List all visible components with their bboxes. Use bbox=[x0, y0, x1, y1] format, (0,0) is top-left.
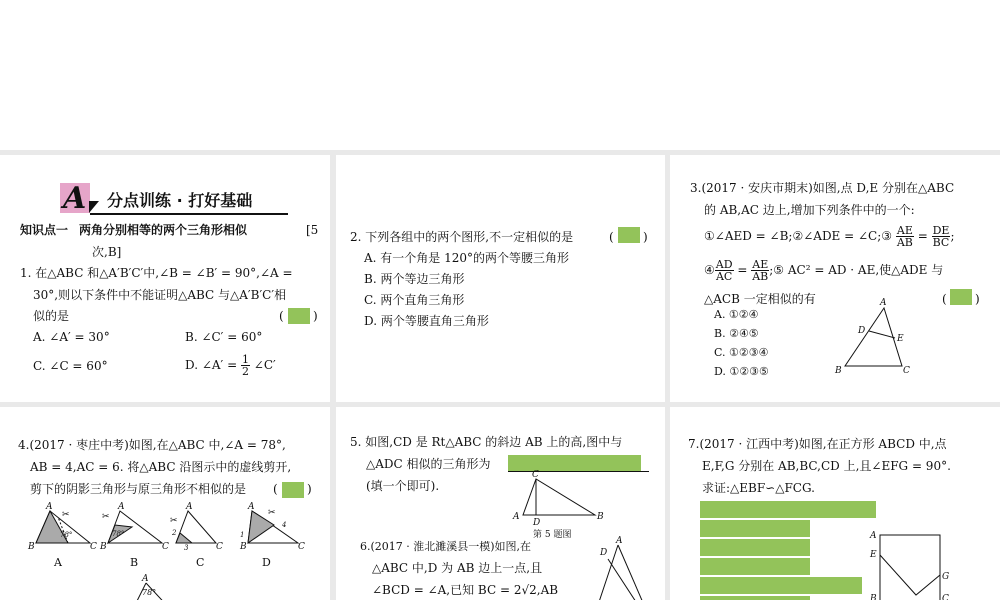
knowledge-point-label: 知识点一 bbox=[20, 223, 69, 237]
original-triangle-figure bbox=[122, 571, 182, 600]
fraction-numerator: AE bbox=[896, 224, 913, 237]
vertex-label: A bbox=[880, 298, 887, 308]
vertex-label: C bbox=[162, 542, 169, 552]
fraction-denominator: 2 bbox=[241, 365, 249, 378]
section-badge-letter: A bbox=[63, 181, 87, 216]
vertex-label: D bbox=[858, 326, 866, 336]
scissors-icon: ✂ bbox=[62, 510, 70, 520]
option-d-prefix: D. ∠A′ = bbox=[185, 358, 238, 372]
fraction-ae-ab bbox=[896, 225, 914, 248]
panel-question-4 bbox=[0, 407, 330, 600]
vertex-label: A bbox=[186, 502, 193, 512]
answer-area-line-2[interactable] bbox=[700, 520, 810, 537]
vertex-label: B bbox=[835, 366, 842, 376]
vertex-label: A bbox=[142, 574, 149, 584]
option-d-suffix: ∠C′ bbox=[253, 358, 276, 372]
equals-sign: = bbox=[917, 229, 928, 243]
vertex-label: A bbox=[248, 502, 255, 512]
question-3-option-b: B. ②④⑤ bbox=[714, 327, 759, 340]
question-3-line-1: 3.(2017 · 安庆市期末)如图,点 D,E 分别在△ABC bbox=[690, 181, 955, 195]
equals-sign: = bbox=[737, 263, 748, 277]
vertex-label: B bbox=[870, 594, 877, 600]
vertex-label: B bbox=[28, 542, 35, 552]
answer-area-line-4[interactable] bbox=[700, 558, 810, 575]
vertex-label: A bbox=[118, 502, 125, 512]
answer-paren-close: ) bbox=[975, 292, 980, 306]
vertex-label: C bbox=[942, 594, 949, 600]
right-triangle-figure-q5 bbox=[511, 469, 611, 529]
vertex-label: E bbox=[897, 334, 904, 344]
question-5-line-1: 5. 如图,CD 是 Rt△ABC 的斜边 AB 上的高,图中与 bbox=[350, 435, 623, 449]
answer-area-line-1[interactable] bbox=[700, 501, 876, 518]
fraction-denominator: AB bbox=[896, 236, 913, 249]
vertex-label: D bbox=[533, 518, 541, 528]
knowledge-point-title: 两角分别相等的两个三角形相似 bbox=[79, 223, 248, 237]
vertex-label: A bbox=[870, 531, 877, 541]
option-d-fraction bbox=[241, 354, 250, 377]
vertex-label: B bbox=[597, 512, 604, 522]
question-5-line-3: (填一个即可). bbox=[366, 479, 440, 493]
answer-area-line-6[interactable] bbox=[700, 596, 810, 600]
question-2-option-b: B. 两个等边三角形 bbox=[364, 272, 465, 286]
triangle-figure-q6 bbox=[594, 535, 654, 600]
question-1-option-d bbox=[185, 353, 276, 377]
question-6-line-3: ∠BCD = ∠A,已知 BC = 2√2,AB bbox=[372, 583, 559, 597]
answer-area-line-5[interactable] bbox=[700, 577, 862, 594]
fraction-denominator: AC bbox=[715, 270, 733, 283]
section-underline bbox=[90, 213, 288, 215]
question-4-line-3: 剪下的阴影三角形与原三角形不相似的是 bbox=[30, 482, 247, 496]
answer-paren-close: ) bbox=[313, 309, 318, 323]
vertex-label: D bbox=[600, 548, 608, 558]
section-header bbox=[60, 183, 288, 215]
scissors-icon: ✂ bbox=[170, 516, 178, 526]
question-3-option-c: C. ①②③④ bbox=[714, 346, 769, 359]
vertex-label: C bbox=[903, 366, 910, 376]
question-4-line-2: AB = 4,AC = 6. 将△ABC 沿图示中的虚线剪开, bbox=[30, 460, 292, 474]
question-3-line-5: △ACB 一定相似的有 bbox=[704, 292, 816, 306]
length-label: 1 bbox=[240, 531, 245, 539]
figure-caption: 第 5 题图 bbox=[533, 530, 572, 540]
angle-label: 78° bbox=[60, 531, 73, 539]
question-3-line-3 bbox=[704, 223, 954, 249]
fraction-denominator: AB bbox=[752, 270, 769, 283]
question-6-line-2: △ABC 中,D 为 AB 边上一点,且 bbox=[372, 561, 543, 575]
scissors-icon: ✂ bbox=[268, 508, 276, 518]
vertex-label: C bbox=[90, 542, 97, 552]
question-4-line-1: 4.(2017 · 枣庄中考)如图,在△ABC 中,∠A = 78°, bbox=[18, 438, 286, 452]
condition-text: ④ bbox=[704, 263, 715, 277]
question-2-option-d: D. 两个等腰直角三角形 bbox=[364, 314, 489, 328]
length-label: 3 bbox=[184, 544, 189, 552]
vertex-label: B bbox=[100, 542, 107, 552]
question-2-line-1: 2. 下列各组中的两个图形,不一定相似的是 bbox=[350, 230, 574, 244]
fraction-denominator: BC bbox=[932, 236, 950, 249]
fraction-de-bc bbox=[932, 225, 951, 248]
vertex-label: E bbox=[870, 550, 877, 560]
question-1-option-a: A. ∠A′ = 30° bbox=[33, 330, 110, 344]
figure-label-c: C bbox=[196, 556, 205, 569]
scissors-icon: ✂ bbox=[102, 512, 110, 522]
fraction-ae-ab-2 bbox=[751, 259, 769, 282]
length-label: 4 bbox=[282, 521, 287, 529]
question-1-option-b: B. ∠C′ = 60° bbox=[185, 330, 263, 344]
question-3-line-4 bbox=[704, 257, 943, 283]
answer-box[interactable] bbox=[288, 308, 310, 324]
vertex-label: B bbox=[240, 542, 247, 552]
length-label: 2 bbox=[172, 529, 177, 537]
fraction-numerator: 1 bbox=[241, 353, 249, 366]
answer-paren-open: ( bbox=[942, 292, 947, 306]
answer-box[interactable] bbox=[618, 227, 640, 243]
answer-paren-open: ( bbox=[273, 482, 278, 496]
cut-figure-d bbox=[240, 502, 310, 553]
vertex-label: G bbox=[942, 572, 950, 582]
cut-figure-a bbox=[28, 502, 98, 553]
vertex-label: C bbox=[298, 542, 305, 552]
question-6-line-1: 6.(2017 · 淮北濉溪县一模)如图,在 bbox=[360, 540, 532, 553]
angle-label: 78° bbox=[142, 588, 157, 597]
blank-header-area bbox=[0, 0, 1000, 150]
figure-label-a: A bbox=[54, 556, 62, 569]
question-1-option-c: C. ∠C = 60° bbox=[33, 359, 108, 373]
triangle-figure-q3 bbox=[830, 295, 920, 380]
knowledge-point-tag-1: [5 bbox=[306, 223, 319, 237]
vertex-label: C bbox=[216, 542, 223, 552]
figure-label-d: D bbox=[262, 556, 271, 569]
question-2-option-c: C. 两个直角三角形 bbox=[364, 293, 465, 307]
square-figure-q7 bbox=[870, 529, 960, 600]
badge-arrow-icon bbox=[89, 201, 99, 213]
question-3-line-2: 的 AB,AC 边上,增加下列条件中的一个: bbox=[704, 203, 915, 217]
fraction-numerator: DE bbox=[932, 224, 950, 237]
question-1-line-1: 1. 在△ABC 和△A′B′C′中,∠B = ∠B′ = 90°,∠A = bbox=[20, 266, 293, 280]
figure-label-b: B bbox=[130, 556, 139, 569]
separator: ; bbox=[950, 229, 955, 243]
question-1-line-3: 似的是 bbox=[33, 309, 70, 323]
angle-label: 78° bbox=[112, 530, 125, 538]
condition-text: ①∠AED = ∠B;②∠ADE = ∠C;③ bbox=[704, 229, 893, 243]
answer-area-line-3[interactable] bbox=[700, 539, 810, 556]
condition-text: ;⑤ AC² = AD · AE,使△ADE 与 bbox=[769, 263, 944, 277]
panel-question-1 bbox=[0, 155, 330, 402]
panel-question-2 bbox=[336, 155, 665, 402]
answer-paren-open: ( bbox=[609, 230, 614, 244]
question-7-line-2: E,F,G 分别在 AB,BC,CD 上,且∠EFG = 90°. bbox=[702, 459, 951, 473]
vertex-label: A bbox=[616, 536, 623, 546]
cut-figure-b bbox=[100, 502, 170, 553]
question-7-line-1: 7.(2017 · 江西中考)如图,在正方形 ABCD 中,点 bbox=[688, 437, 947, 451]
panel-question-5-6 bbox=[336, 407, 665, 600]
fraction-numerator: AE bbox=[752, 258, 769, 271]
question-7-line-3: 求证:△EBF∽△FCG. bbox=[702, 481, 815, 495]
answer-box[interactable] bbox=[282, 482, 304, 498]
panel-question-7 bbox=[670, 407, 1000, 600]
panel-question-3 bbox=[670, 155, 1000, 402]
vertex-label: C bbox=[532, 470, 539, 480]
fraction-ad-ac bbox=[715, 259, 734, 282]
fraction-numerator: AD bbox=[715, 258, 733, 271]
knowledge-point-tag-2: 次,B] bbox=[92, 245, 122, 259]
answer-paren-close: ) bbox=[643, 230, 648, 244]
cut-figure-c bbox=[170, 502, 230, 553]
answer-paren-open: ( bbox=[279, 309, 284, 323]
vertex-label: A bbox=[46, 502, 53, 512]
answer-paren-close: ) bbox=[307, 482, 312, 496]
vertex-label: A bbox=[513, 512, 520, 522]
answer-box[interactable] bbox=[950, 289, 972, 305]
section-title: 分点训练 · 打好基础 bbox=[107, 191, 253, 210]
question-3-option-a: A. ①②④ bbox=[714, 308, 759, 321]
question-2-option-a: A. 有一个角是 120°的两个等腰三角形 bbox=[364, 251, 570, 265]
question-3-option-d: D. ①②③⑤ bbox=[714, 365, 769, 378]
question-5-line-2: △ADC 相似的三角形为 bbox=[366, 457, 491, 471]
question-1-line-2: 30°,则以下条件中不能证明△ABC 与△A′B′C′相 bbox=[33, 288, 287, 302]
